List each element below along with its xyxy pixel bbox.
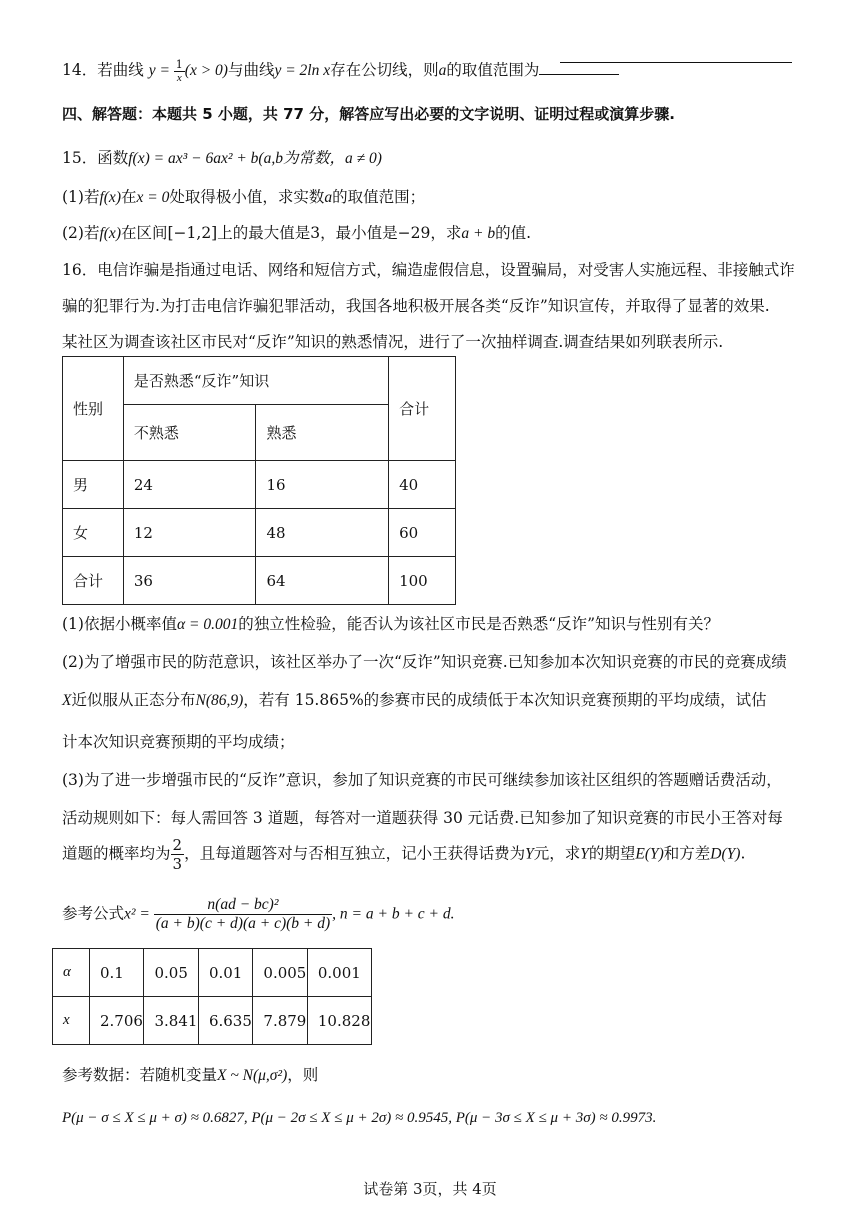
q14-curve1: y = <box>148 62 174 79</box>
header-unfamiliar: 不熟悉 <box>123 405 256 461</box>
table-row: x 2.706 3.841 6.635 7.879 10.828 <box>53 997 372 1045</box>
header-gender: 性别 <box>63 357 124 461</box>
chi-square-fraction: $\frac{\text{n(ad − bc)²}}{(a + b)(c + d)(a + c)(b + d)}$ <box>155 896 331 932</box>
table-row: 男 24 16 40 <box>63 461 456 509</box>
question-16-part2-line2: X近似服从正态分布N(86,9)，若有 15.865%的参赛市民的成绩低于本次知识竞赛预期的平均成绩，试估 <box>62 691 767 709</box>
question-16-part1: (1)依据小概率值α = 0.001的独立性检验，能否认为该社区市民是否熟悉“反诈”知识与性别有关？ <box>62 615 720 633</box>
question-16-line1: 16．电信诈骗是指通过电话、网络和短信方式，编造虚假信息，设置骗局，对受害人实施远程、非接触式诈 <box>62 261 795 279</box>
section-heading: 四、解答题：本题共 5 小题，共 77 分，解答应写出必要的文字说明、证明过程或演算步骤. <box>62 105 675 123</box>
q14-text: 若曲线 <box>97 61 144 79</box>
probability-fraction: $\frac{2}{3}$ <box>172 836 183 873</box>
header-familiar: 熟悉 <box>256 405 389 461</box>
question-15-part1: (1)若f(x)在x = 0处取得极小值，求实数a的取值范围； <box>62 188 426 206</box>
q14-curve2: y = 2ln x <box>274 62 331 79</box>
question-16-line3: 某社区为调查该社区市民对“反诈”知识的熟悉情况，进行了一次抽样调查.调查结果如列联表所示. <box>62 333 724 351</box>
table-row: 女 12 48 60 <box>63 509 456 557</box>
answer-blank <box>539 60 619 75</box>
question-15-stem: 15．函数f(x) = ax³ − 6ax² + b(a,b为常数，a ≠ 0) <box>62 149 382 167</box>
q14-number: 14． <box>62 61 98 79</box>
question-14: 14．若曲线 y = $\frac{1}{x}$ (x > 0)与曲线y = 2ln x存在公切线，则a的取值范围为 <box>62 58 619 84</box>
question-16-part2-line3: 计本次知识竞赛预期的平均成绩； <box>62 733 295 751</box>
table-row: 合计 36 64 100 <box>63 557 456 605</box>
q14-fraction: $\frac{1}{x}$ <box>175 58 183 84</box>
reference-data: 参考数据：若随机变量X ~ N(μ,σ²)，则 <box>62 1066 319 1084</box>
table-row: α 0.1 0.05 0.01 0.005 0.001 <box>53 949 372 997</box>
page-footer: 试卷第 3页，共 4页 <box>363 1180 497 1198</box>
question-16-part3-line2: 活动规则如下：每人需回答 3 道题，每答对一道题获得 30 元话费.已知参加了知识竞赛的市民小王答对每 <box>62 809 783 827</box>
question-16-line2: 骗的犯罪行为.为打击电信诈骗犯罪活动，我国各地积极开展各类“反诈”知识宣传，并取得了显著的效果. <box>62 297 770 315</box>
critical-value-table <box>52 948 372 1045</box>
header-familiarity: 是否熟悉“反诈”知识 <box>123 357 388 405</box>
reference-probabilities: P(μ − σ ≤ X ≤ μ + σ) ≈ 0.6827, P(μ − 2σ ≤ X ≤ μ + 2σ) ≈ 0.9545, P(μ − 3σ ≤ X ≤ μ + 3σ) ≈ 0.9973. <box>62 1110 657 1126</box>
reference-formula: 参考公式x² = $\frac{\text{n(ad − bc)²}}{(a + b)(c + d)(a + c)(b + d)}$ , n = a + b + c + d. <box>62 896 455 932</box>
q14-condition: (x > 0) <box>184 62 228 79</box>
question-16-part2-line1: (2)为了增强市民的防范意识，该社区举办了一次“反诈”知识竞赛.已知参加本次知识竞赛的市民的竞赛成绩 <box>62 653 787 671</box>
q15-function: f(x) = ax³ − 6ax² + b(a,b为常数，a ≠ 0) <box>128 150 382 167</box>
contingency-table <box>62 356 456 605</box>
question-16-part3-line1: (3)为了进一步增强市民的“反诈”意识，参加了知识竞赛的市民可继续参加该社区组织的答题赠话费活动， <box>62 771 782 789</box>
question-15-part2: (2)若f(x)在区间[−1,2]上的最大值是3，最小值是−29，求a + b的值. <box>62 224 532 242</box>
question-16-part3-line3: 道题的概率均为 $\frac{2}{3}$ ，且每道题答对与否相互独立，记小王获得话费为Y元，求Y的期望E(Y)和方差D(Y). <box>62 836 746 873</box>
header-total: 合计 <box>389 357 456 461</box>
